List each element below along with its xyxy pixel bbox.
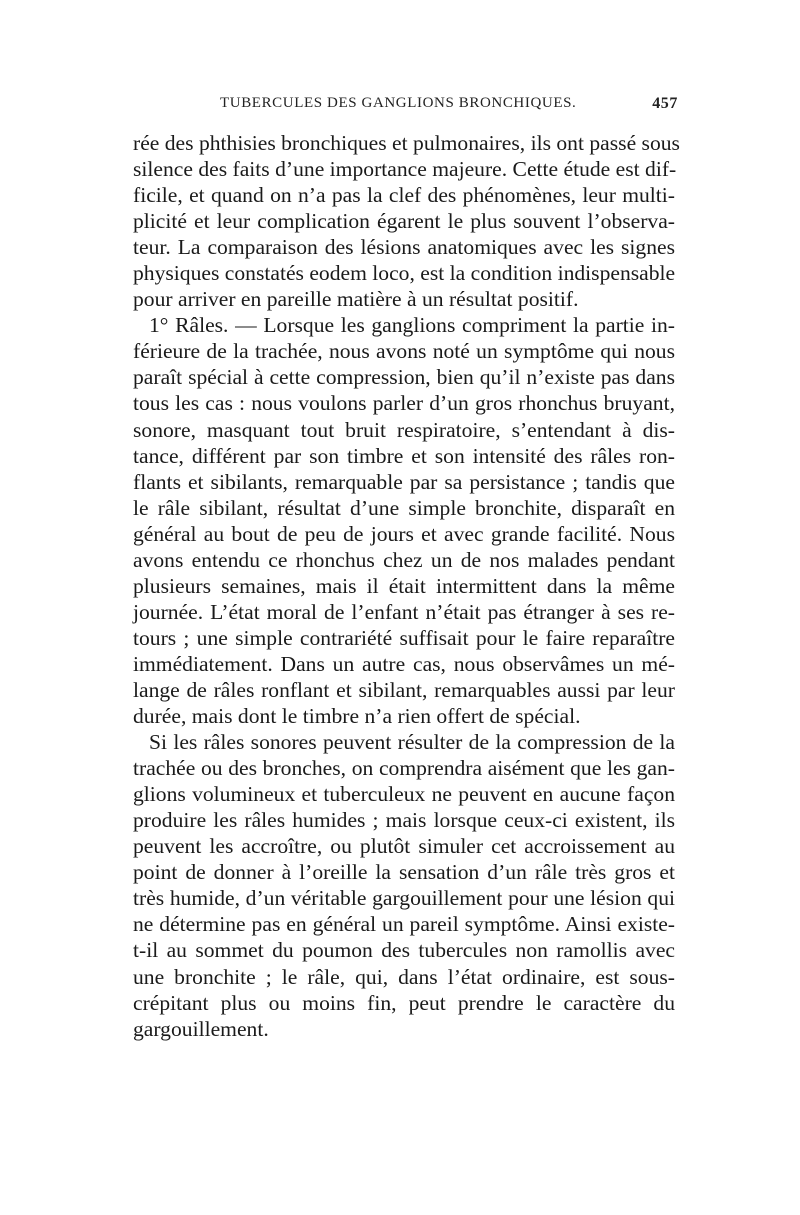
text-line: pour arriver en pareille matière à un résultat positif. [133,287,579,312]
text-line: le râle sibilant, résultat d’une simple bronchite, disparaît en [133,495,675,520]
text-line: avons entendu ce rhonchus chez un de nos malades pendant [133,547,675,572]
text-line: tours ; une simple contrariété suffisait pour le faire reparaître [133,625,675,650]
text-line: teur. La comparaison des lésions anatomiques avec les signes [133,235,675,260]
text-line: ficile, et quand on n’a pas la clef des phénomènes, leur multi- [133,183,675,208]
text-line: une bronchite ; le râle, qui, dans l’état ordinaire, est sous- [133,964,675,989]
text-line: silence des faits d’une importance majeure. Cette étude est dif- [133,157,677,182]
text-line: immédiatement. Dans un autre cas, nous observâmes un mé- [133,651,675,676]
text-line: lange de râles ronflant et sibilant, remarquables aussi par leur [133,677,675,702]
text-line: durée, mais dont le timbre n’a rien offert de spécial. [133,704,581,729]
running-title: TUBERCULES DES GANGLIONS BRONCHIQUES. [220,95,577,111]
text-line: général au bout de peu de jours et avec grande facilité. Nous [133,521,675,546]
text-line: flants et sibilants, remarquable par sa persistance ; tandis que [133,469,675,494]
text-line: rée des phthisies bronchiques et pulmonaires, ils ont passé sous [133,131,680,155]
text-line: ne détermine pas en général un pareil symptôme. Ainsi existe- [133,912,675,937]
page-number: 457 [652,95,678,112]
text-line: peuvent les accroître, ou plutôt simuler cet accroissement au [133,834,675,859]
running-head [138,95,678,119]
text-line: produire les râles humides ; mais lorsque ceux-ci existent, ils [133,808,675,833]
text-line: plicité et leur complication égarent le plus souvent l’observa- [133,209,675,234]
body-text [133,130,680,1042]
text-line: férieure de la trachée, nous avons noté un symptôme qui nous [133,339,675,364]
text-line: glions volumineux et tuberculeux ne peuvent en aucune façon [133,782,675,807]
text-line: plusieurs semaines, mais il était intermittent dans la même [133,573,675,598]
text-line: trachée ou des bronches, on comprendra aisément que les gan- [133,756,675,781]
text-line: physiques constatés eodem loco, est la condition indispensable [133,261,676,286]
text-line: crépitant plus ou moins fin, peut prendre le caractère du [133,990,675,1015]
text-line: t-il au sommet du poumon des tubercules non ramollis avec [133,938,675,963]
text-line: très humide, d’un véritable gargouillement pour une lésion qui [133,886,675,911]
text-line: 1° Râles. — Lorsque les ganglions compriment la partie in- [149,313,675,338]
text-line: point de donner à l’oreille la sensation d’un râle très gros et [133,860,675,885]
text-line: tous les cas : nous voulons parler d’un gros rhonchus bruyant, [133,391,675,416]
text-line: gargouillement. [133,1016,269,1041]
text-line: paraît spécial à cette compression, bien qu’il n’existe pas dans [133,365,675,390]
text-line: Si les râles sonores peuvent résulter de la compression de la [149,730,675,755]
text-line: journée. L’état moral de l’enfant n’était pas étranger à ses re- [133,599,675,624]
text-line: sonore, masquant tout bruit respiratoire, s’entendant à dis- [133,417,675,442]
text-line: tance, différent par son timbre et son intensité des râles ron- [133,443,675,468]
